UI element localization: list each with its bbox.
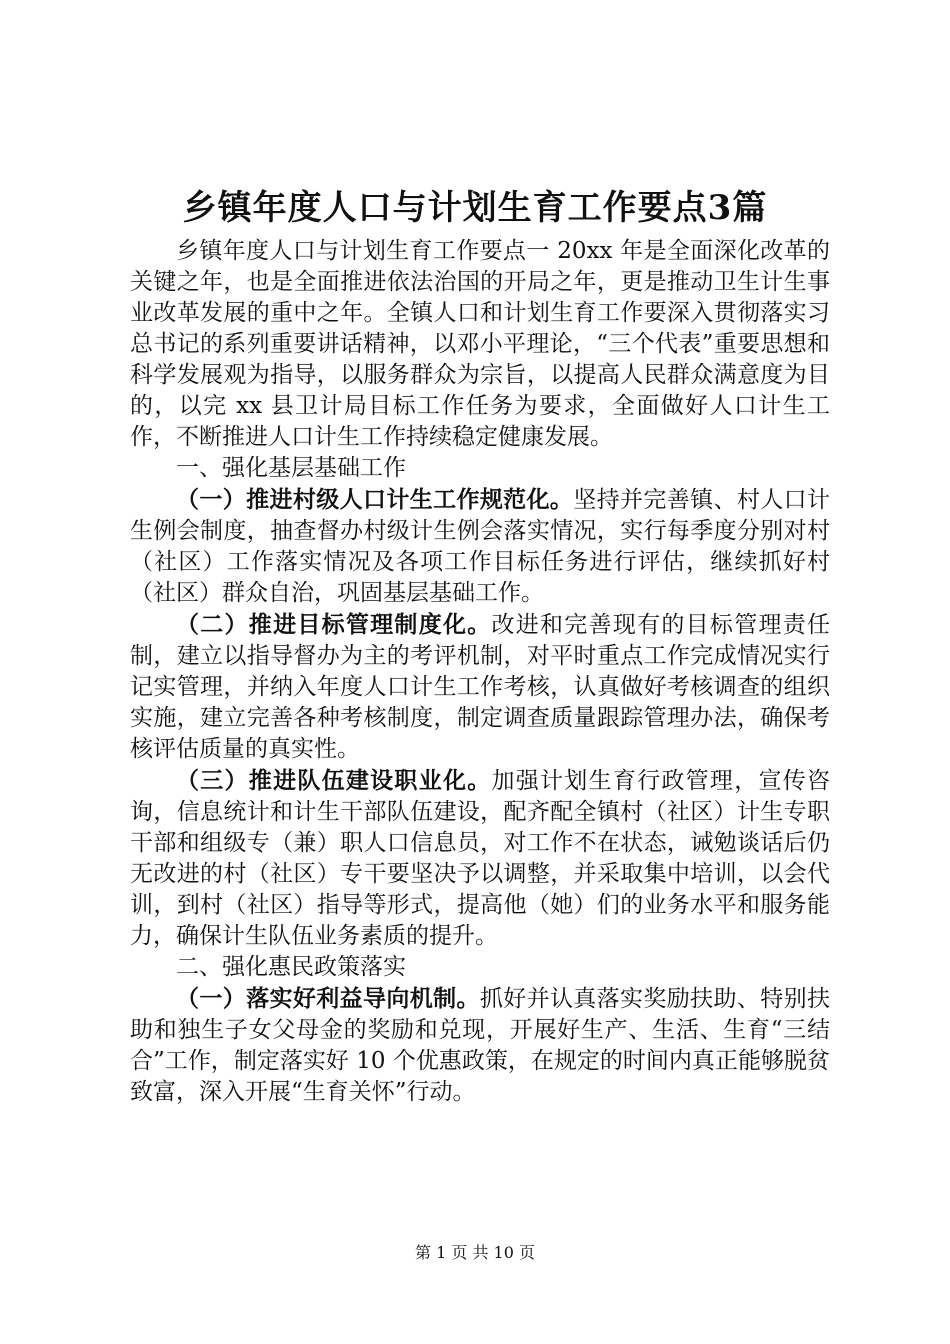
document-title: 乡镇年度人口与计划生育工作要点3篇: [182, 188, 768, 228]
section1-item-1-text: 坚持并完善镇、村人口计生例会制度，抽查督办村级计生例会落实情况，实行每季度分别对村（社区）工作落实情况及各项工作目标任务进行评估，继续抓好村（社区）群众自治，巩固基层基础工作。: [130, 487, 831, 606]
section-heading-1: 一、强化基层基础工作: [176, 455, 406, 481]
section1-item-2-lead: （二）推进目标管理制度化。: [176, 611, 492, 638]
section1-item-2-text: 改进和完善现有的目标管理责任制，建立以指导督办为主的考评机制，对平时重点工作完成情况实行记实管理，并纳入年度人口计生工作考核，认真做好考核调查的组织实施，建立完善各种考核制度，制定调查质量跟踪管理办法，确保考核评估质量的真实性。: [130, 612, 831, 762]
document-body: [130, 236, 830, 1108]
section1-item-1-lead: （一）推进村级人口计生工作规范化。: [176, 486, 574, 513]
intro-paragraph: 乡镇年度人口与计划生育工作要点一 20xx 年是全面深化改革的关键之年，也是全面推进依法治国的开局之年，更是推动卫生计生事业改革发展的重中之年。全镇人口和计划生育工作要深入贯彻落实习总书记的系列重要讲话精神，以邓小平理论，“三个代表”重要思想和科学发展观为指导，以服务群众为宗旨，以提高人民群众满意度为目的，以完 xx 县卫计局目标工作任务为要求，全面做好人口计生工作，不断推进人口计生工作持续稳定健康发展。: [130, 238, 830, 450]
section2-item-1-lead: （一）落实好利益导向机制。: [176, 985, 480, 1012]
page-footer: 第 1 页 共 10 页: [415, 1243, 535, 1262]
section2-item-1: [130, 983, 830, 1108]
section1-item-1: [130, 484, 830, 609]
section1-item-2: [130, 609, 830, 765]
section1-item-3-lead: （三）推进队伍建设职业化。: [176, 767, 492, 794]
section1-item-3: [130, 765, 830, 952]
section-heading-2: 二、强化惠民政策落实: [176, 954, 406, 980]
section2-item-1-text: 抓好并认真落实奖励扶助、特别扶助和独生子女父母金的奖励和兑现，开展好生产、生活、生育“三结合”工作，制定落实好 10 个优惠政策，在规定的时间内真正能够脱贫致富，深入开展“生育关怀”行动。: [130, 986, 831, 1105]
section1-item-3-text: 加强计划生育行政管理，宣传咨询，信息统计和计生干部队伍建设，配齐配全镇村（社区）计生专职干部和组级专（兼）职人口信息员，对工作不在状态，诫勉谈话后仍无改进的村（社区）专干要坚决予以调整，并采取集中培训，以会代训，到村（社区）指导等形式，提高他（她）们的业务水平和服务能力，确保计生队伍业务素质的提升。: [130, 768, 831, 949]
